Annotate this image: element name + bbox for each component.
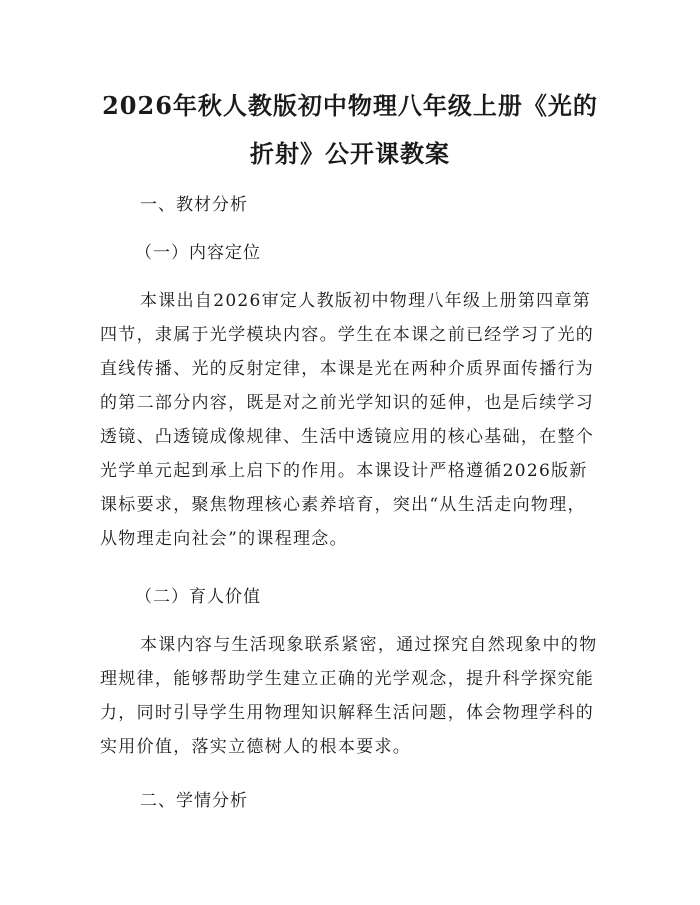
- document-title-line-1: 2026年秋人教版初中物理八年级上册《光的: [102, 91, 598, 120]
- paragraph-line: 透镜、凸透镜成像规律、生活中透镜应用的核心基础，在整个: [100, 427, 595, 447]
- paragraph-line: 直线传播、光的反射定律，本课是光在两种介质界面传播行为: [100, 359, 595, 379]
- document-title-line-2: 折射》公开课教案: [250, 139, 450, 168]
- subsection-heading-content-positioning: （一）内容定位: [135, 243, 261, 263]
- subsection-heading-educational-value: （二）育人价值: [135, 587, 261, 607]
- section-heading-student-analysis: 二、学情分析: [140, 791, 248, 811]
- paragraph-line: 四节，隶属于光学模块内容。学生在本课之前已经学习了光的: [100, 325, 595, 345]
- paragraph-line: 光学单元起到承上启下的作用。本课设计严格遵循2026版新: [100, 461, 588, 481]
- paragraph-line: 本课出自2026审定人教版初中物理八年级上册第四章第: [140, 291, 592, 311]
- paragraph-line: 理规律，能够帮助学生建立正确的光学观念，提升科学探究能: [100, 669, 595, 689]
- paragraph-line: 本课内容与生活现象联系紧密，通过探究自然现象中的物: [140, 635, 598, 655]
- paragraph-line: 课标要求，聚焦物理核心素养培育，突出“从生活走向物理，: [100, 495, 586, 515]
- paragraph-line: 的第二部分内容，既是对之前光学知识的延伸，也是后续学习: [100, 393, 595, 413]
- paragraph-line: 力，同时引导学生用物理知识解释生活问题，体会物理学科的: [100, 703, 595, 723]
- section-heading-materials-analysis: 一、教材分析: [140, 195, 248, 215]
- paragraph-line: 实用价值，落实立德树人的根本要求。: [100, 737, 412, 757]
- paragraph-line: 从物理走向社会”的课程理念。: [100, 529, 348, 549]
